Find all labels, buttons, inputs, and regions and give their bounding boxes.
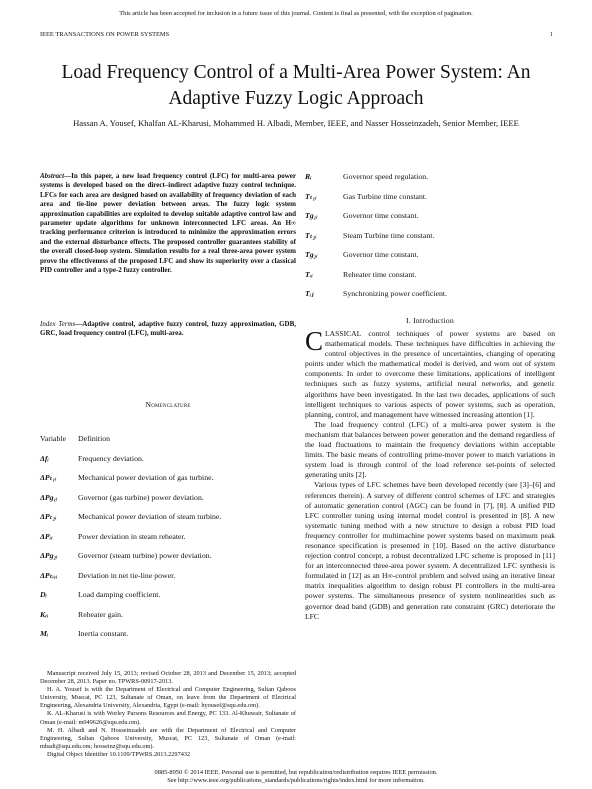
drop-cap: C xyxy=(305,326,324,356)
abstract xyxy=(40,172,296,275)
nomenclature-table xyxy=(40,434,296,649)
nomenclature-table-continued xyxy=(305,172,555,309)
running-head xyxy=(40,31,553,38)
nomenclature-definition: Gas Turbine time constant. xyxy=(343,191,428,201)
nomenclature-row xyxy=(305,231,555,251)
intro-smallcaps-word: LASSICAL xyxy=(325,329,362,338)
nomenclature-definition: Power deviation in steam reheater. xyxy=(78,531,186,541)
nomenclature-symbol: Tᵢⱼ xyxy=(305,289,314,298)
nomenclature-row xyxy=(305,192,555,212)
nomenclature-definition: Deviation in net tie-line power. xyxy=(78,570,176,580)
nomenclature-definition: Governor speed regulation. xyxy=(343,172,429,181)
nomenclature-symbol: Tg₁ᵢ xyxy=(305,211,318,220)
intro-paragraph-3: Various types of LFC schemes have been developed recently (see [3]–[6] and references therein). A survey of different control schemes of LFC and strategies of automatic generation control (AGC) can be found in [7], [8]. A unified PID LFC controller tuning using internal model control is presented in [8]. A new systematic tuning method with a new structure to design a robust PID load frequency controller for multimachine power systems based on maximum peak resonance specification is presented in [10]. Based on the active disturbance rejection control concept, a robust decentralized LFC scheme is proposed in [11] for an interconnected three-area power system. A decentralized LFC synthesis is formulated in [12] as an H∞-control problem and solved using an iterative linear matrix inequalities algorithm to design robust PI controllers in the multi-area power systems. The simultaneous presence of system nonlinearities such as governor dead band (GDB) and generation rate constraint (GRC) deteriorate the LFC xyxy=(305,480,555,621)
nomenclature-symbol: Kᵣᵢ xyxy=(40,609,49,619)
nomenclature-header-row xyxy=(40,434,296,454)
nomenclature-row xyxy=(305,172,555,192)
intro-paragraph-2: The load frequency control (LFC) of a multi-area power system is the mechanism that balances between power generation and the demand regardless of the load fluctuations to maintain the frequency deviations within acceptable limits. The basic means of controlling prime-mover power to match variations in system load is through control of the load reference set-points of selected generating units [2]. xyxy=(305,419,555,480)
paper-title: Load Frequency Control of a Multi-Area Power System: An Adaptive Fuzzy Logic Approach xyxy=(61,62,531,109)
nomenclature-definition: Governor (steam turbine) power deviation. xyxy=(78,551,212,560)
nomenclature-definition: Governor (gas turbine) power deviation. xyxy=(78,492,204,502)
nomenclature-definition: Reheater gain. xyxy=(78,609,124,619)
nomenclature-row xyxy=(40,571,296,591)
nomenclature-row xyxy=(40,590,296,610)
nomenclature-row xyxy=(40,512,296,532)
footnote-authors-3-4: M. H. Albadi and N. Hosseinzadeh are with the Department of Electrical and Computer Engineering, Sultan Qaboos University, Muscat, PC 123, Sultanate of Oman (e-mail: mbadi@squ.edu.om; hosseinz@squ.edu.om). xyxy=(40,726,296,750)
abstract-lead: Abstract xyxy=(40,172,65,180)
nomenclature-row xyxy=(305,250,555,270)
nomenclature-row xyxy=(40,629,296,649)
nomenclature-row xyxy=(40,454,296,474)
nomenclature-symbol: ΔPg₂ᵢ xyxy=(40,551,58,560)
nomenclature-symbol: Dᵢ xyxy=(40,590,47,599)
nomenclature-symbol: ΔPₜ₁ᵢ xyxy=(40,473,57,482)
journal-name: IEEE TRANSACTIONS ON POWER SYSTEMS xyxy=(40,31,170,38)
copyright-note xyxy=(0,769,592,785)
nomenclature-symbol: Rᵢ xyxy=(305,172,312,181)
index-terms xyxy=(40,320,296,339)
nomenclature-heading: Nomenclature xyxy=(145,400,191,409)
nomenclature-symbol: Δfᵢ xyxy=(40,453,49,463)
nomenclature-row xyxy=(305,289,555,309)
introduction-heading: I. Introduction xyxy=(405,316,455,325)
definition-column-header: Definition xyxy=(78,434,111,443)
intro-paragraph-1-text: control techniques of power systems are based on mathematical models. These techniques have difficulties in achieving the control objectives in the presence of uncertainties, changing of operating points under which the mathematical model is derived, and worn out of system components. In order to overcome these limitations, applications of intelligent techniques such as fuzzy systems, artificial neural networks, and genetic algorithms have been investigated. In the last two decades, applications of such intelligent techniques to various aspects of power systems, such as operation, planning, control, and management have witnessed increasing attention [1]. xyxy=(305,329,555,419)
nomenclature-symbol: Tₜ₂ᵢ xyxy=(305,230,317,240)
footnote-author-1: H. A. Yousef is with the Department of Electrical and Computer Engineering, Sultan Qaboos University, Muscat, PC 123, Sultanate of Oman, on leave from the Department of Electrical Engineering, Alexandria University, Alexandria, Egypt (e-mail: hyousef@squ.edu.om). xyxy=(40,686,296,710)
page-number: 1 xyxy=(549,31,553,38)
nomenclature-row xyxy=(305,270,555,290)
footnote-manuscript: Manuscript received July 15, 2013; revised October 28, 2013 and December 15, 2013; accepted December 28, 2013. Paper no. TPWRS-00917-2013. xyxy=(40,670,296,686)
nomenclature-symbol: ΔPᵣᵢ xyxy=(40,531,53,541)
nomenclature-row xyxy=(40,551,296,571)
nomenclature-definition: Frequency deviation. xyxy=(78,453,144,463)
nomenclature-row xyxy=(305,211,555,231)
nomenclature-row xyxy=(40,532,296,552)
footnote-doi: Digital Object Identifier 10.1109/TPWRS.2013.2297432 xyxy=(47,750,191,758)
nomenclature-definition: Steam Turbine time constant. xyxy=(343,230,435,240)
author-list: Hassan A. Yousef, Khalfan AL-Kharusi, Mohammed H. Albadi, Member, IEEE, and Nasser Hosseinzadeh, Senior Member, IEEE xyxy=(73,118,519,128)
nomenclature-definition: Inertia constant. xyxy=(78,629,129,638)
nomenclature-definition: Mechanical power deviation of steam turbine. xyxy=(78,512,222,521)
nomenclature-definition: Governor time constant. xyxy=(343,211,419,220)
nomenclature-symbol: Mᵢ xyxy=(40,629,49,638)
nomenclature-definition: Load damping coefficient. xyxy=(78,590,161,599)
nomenclature-symbol: Tₜ₁ᵢ xyxy=(305,191,317,201)
index-terms-text: —Adaptive control, adaptive fuzzy control, fuzzy approximation, GDB, GRC, load frequency control (LFC), multi-area. xyxy=(40,320,296,338)
nomenclature-row xyxy=(40,610,296,630)
nomenclature-definition: Mechanical power deviation of gas turbine. xyxy=(78,473,214,482)
nomenclature-symbol: Tg₂ᵢ xyxy=(305,250,318,259)
abstract-text: —In this paper, a new load frequency control (LFC) for multi-area power systems is developed based on the direct–indirect adaptive fuzzy control technique. LFCs for each area are designed based on availability of frequency deviation of each area and tie-line power deviation between areas. The fuzzy logic system approximation capabilities are exploited to develop suitable adaptive control law and parameter update algorithms for unknown interconnected LFC areas. An H∞ tracking performance criterion is introduced to minimize the approximation errors and the external disturbance effects. The proposed controller guarantees stability of the overall closed-loop system. Simulation results for a real three-area power system prove the effectiveness of the proposed LFC and show its superiority over a classical PID controller and a type-2 fuzzy controller. xyxy=(40,172,296,275)
variable-column-header: Variable xyxy=(40,434,66,443)
nomenclature-definition: Governor time constant. xyxy=(343,250,419,259)
copyright-line-2: See http://www.ieee.org/publications_standards/publications/rights/index.html for more information. xyxy=(167,777,425,785)
nomenclature-symbol: Tᵣᵢ xyxy=(305,269,313,279)
footnote-author-2: K. AL-Kharusi is with Worley Parsons Resources and Energy, PC 133. Al-Khuwair, Sultanate of Oman (e-mail: m049626@squ.edu.om). xyxy=(40,710,296,726)
footnotes xyxy=(40,670,296,759)
nomenclature-symbol: ΔPg₁ᵢ xyxy=(40,492,58,502)
nomenclature-row xyxy=(40,493,296,513)
intro-paragraph-1 xyxy=(305,326,555,420)
introduction-body xyxy=(305,326,555,622)
nomenclature-definition: Reheater time constant. xyxy=(343,269,417,279)
index-terms-lead: Index Terms xyxy=(40,320,76,328)
nomenclature-symbol: ΔPₜᵢₑᵢ xyxy=(40,570,58,580)
nomenclature-definition: Synchronizing power coefficient. xyxy=(343,289,447,298)
acceptance-note: This article has been accepted for inclusion in a future issue of this journal. Content is final as presented, with the exception of pagination. xyxy=(119,10,473,17)
nomenclature-row xyxy=(40,473,296,493)
copyright-line-1: 0885-8950 © 2014 IEEE. Personal use is permitted, but republication/redistribution requires IEEE permission. xyxy=(154,769,438,776)
nomenclature-symbol: ΔPₜ₂ᵢ xyxy=(40,512,57,521)
